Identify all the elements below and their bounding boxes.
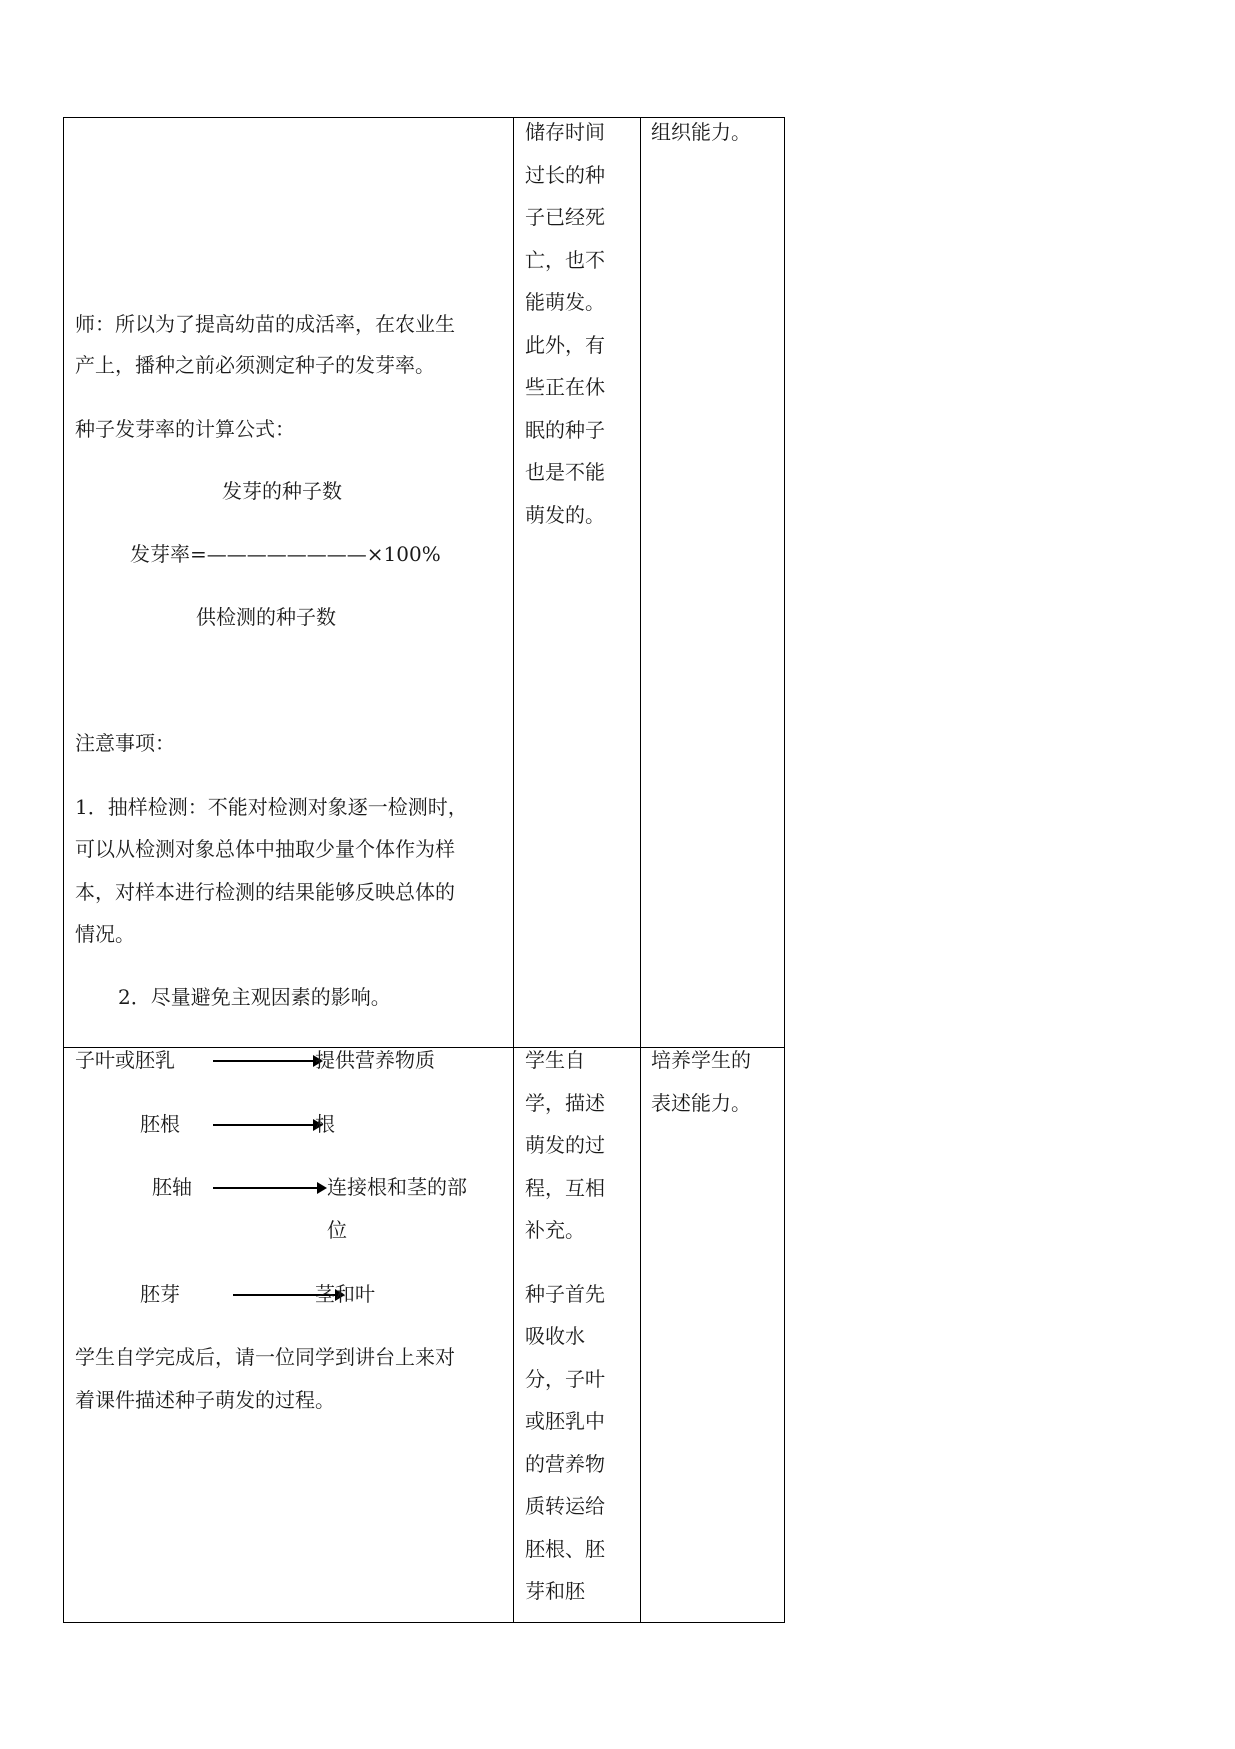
note-line: 2．尽量避免主观因素的影响。 xyxy=(118,985,391,1009)
note-line: 情况。 xyxy=(75,922,135,946)
table-col-divider-1 xyxy=(513,117,514,1623)
formula-denominator: 供检测的种子数 xyxy=(196,605,336,629)
table-right-border xyxy=(784,117,785,1623)
cell-line: 此外，有 xyxy=(525,333,605,357)
cell-line: 能萌发。 xyxy=(525,290,605,314)
formula-numerator: 发芽的种子数 xyxy=(222,479,342,503)
cell-line: 萌发的过 xyxy=(525,1133,605,1157)
arrow-icon xyxy=(213,1060,321,1062)
cell-line: 培养学生的 xyxy=(651,1048,751,1072)
concept-map-target: 根 xyxy=(315,1112,335,1136)
paragraph-line: 着课件描述种子萌发的过程。 xyxy=(75,1388,335,1412)
concept-map-target: 位 xyxy=(327,1218,347,1242)
table-left-border xyxy=(63,117,64,1623)
cell-line: 吸收水 xyxy=(525,1324,585,1348)
concept-map-source: 胚轴 xyxy=(152,1175,192,1199)
concept-map-target: 连接根和茎的部 xyxy=(327,1175,467,1199)
cell-line: 储存时间 xyxy=(525,120,605,144)
concept-map-source: 胚芽 xyxy=(140,1282,180,1306)
notes-heading: 注意事项： xyxy=(75,731,175,755)
cell-line: 些正在休 xyxy=(525,375,605,399)
cell-line: 的营养物 xyxy=(525,1452,605,1476)
note-line: 本，对样本进行检测的结果能够反映总体的 xyxy=(75,880,455,904)
cell-line: 学生自 xyxy=(525,1048,585,1072)
cell-line: 眠的种子 xyxy=(525,418,605,442)
cell-line: 芽和胚 xyxy=(525,1579,585,1603)
cell-line: 子已经死 xyxy=(525,205,605,229)
arrow-icon xyxy=(213,1187,325,1189)
row1-design-intent: 组织能力。 xyxy=(651,120,751,144)
table-col-divider-2 xyxy=(640,117,641,1623)
cell-line: 分，子叶 xyxy=(525,1367,605,1391)
cell-line: 萌发的。 xyxy=(525,503,605,527)
table-bottom-border xyxy=(63,1622,785,1623)
cell-line: 过长的种 xyxy=(525,163,605,187)
paragraph-line: 学生自学完成后，请一位同学到讲台上来对 xyxy=(75,1345,455,1369)
table-top-border xyxy=(63,117,785,118)
formula-expression: 发芽率=————————×100% xyxy=(130,542,441,566)
cell-line: 学，描述 xyxy=(525,1091,605,1115)
paragraph-line: 师：所以为了提高幼苗的成活率，在农业生 xyxy=(75,312,455,336)
cell-line: 也是不能 xyxy=(525,460,605,484)
cell-line: 补充。 xyxy=(525,1218,585,1242)
paragraph-line: 产上，播种之前必须测定种子的发芽率。 xyxy=(75,353,435,377)
cell-line: 质转运给 xyxy=(525,1494,605,1518)
cell-line: 胚根、胚 xyxy=(525,1537,605,1561)
cell-line: 种子首先 xyxy=(525,1282,605,1306)
concept-map-target: 茎和叶 xyxy=(315,1282,375,1306)
cell-line: 亡，也不 xyxy=(525,248,605,272)
concept-map-target: 提供营养物质 xyxy=(315,1048,435,1072)
formula-intro: 种子发芽率的计算公式： xyxy=(75,417,295,441)
note-line: 可以从检测对象总体中抽取少量个体作为样 xyxy=(75,837,455,861)
concept-map-source: 胚根 xyxy=(140,1112,180,1136)
concept-map-source: 子叶或胚乳 xyxy=(75,1048,175,1072)
arrow-icon xyxy=(213,1124,321,1126)
cell-line: 或胚乳中 xyxy=(525,1409,605,1433)
cell-line: 程，互相 xyxy=(525,1176,605,1200)
cell-line: 表述能力。 xyxy=(651,1091,751,1115)
note-line: 1．抽样检测：不能对检测对象逐一检测时， xyxy=(75,795,468,819)
